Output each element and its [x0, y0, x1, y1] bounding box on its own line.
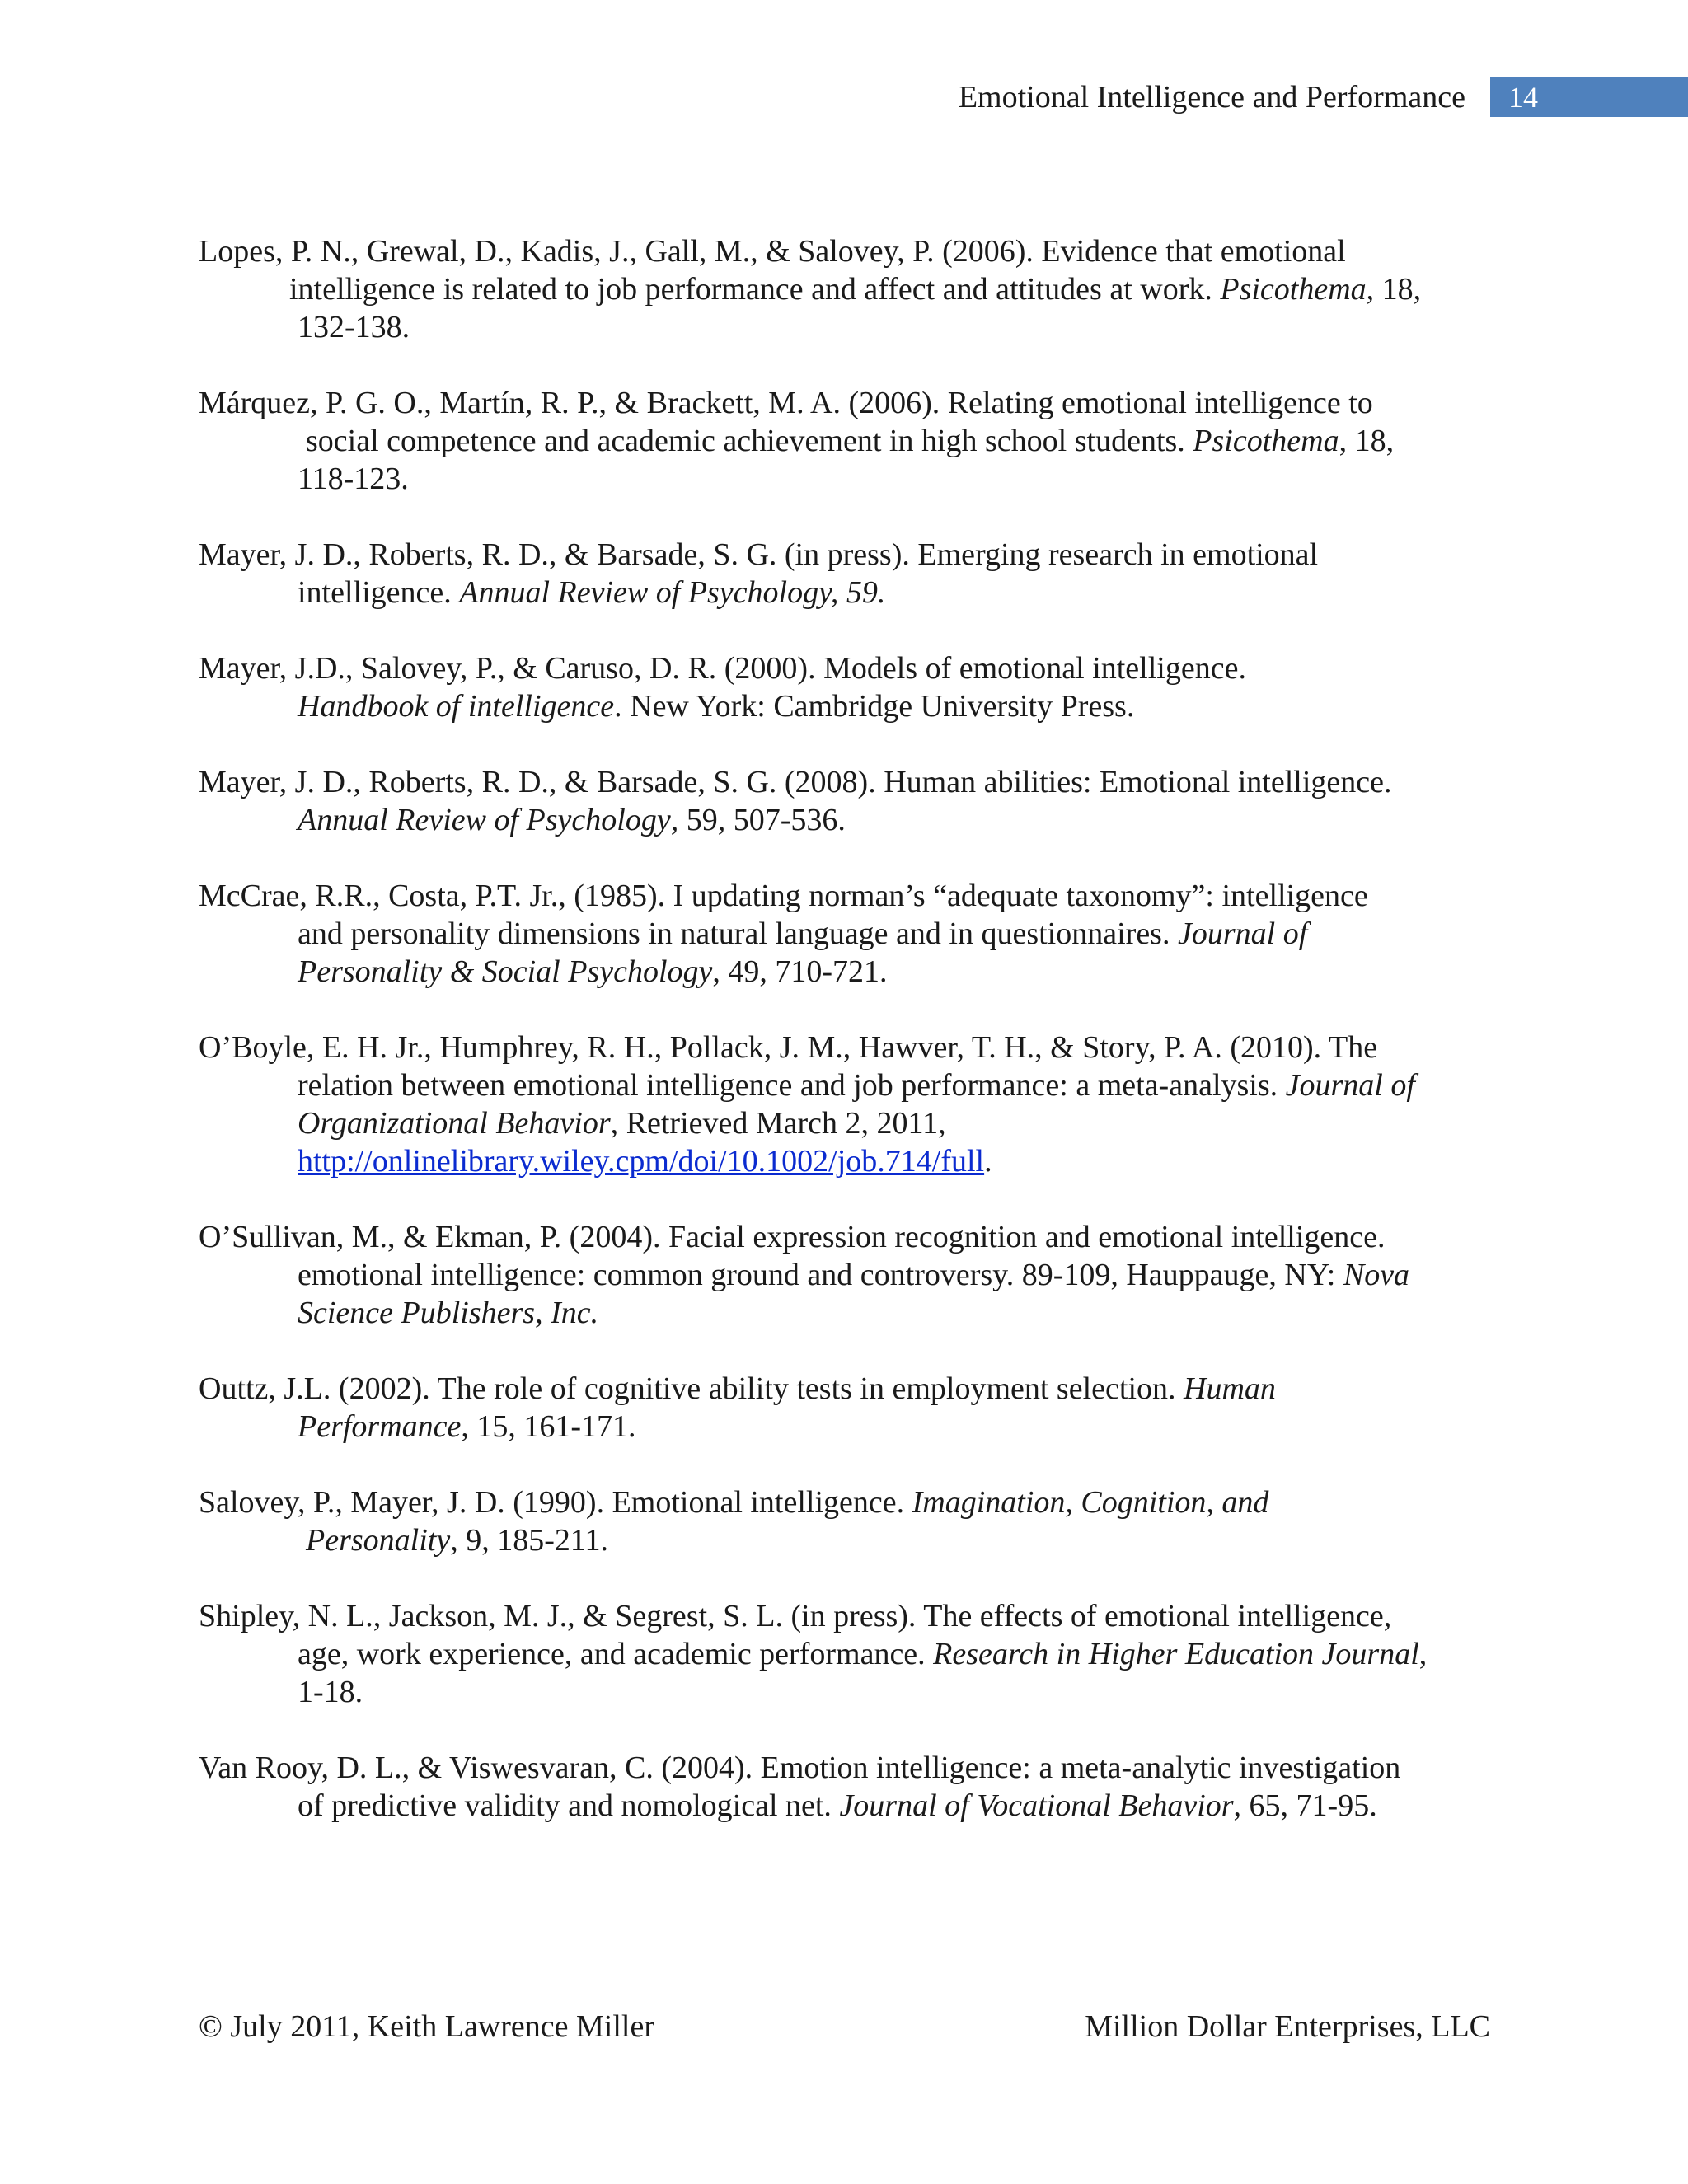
reference-text: , 49, 710-721.: [712, 954, 888, 989]
reference-line: [199, 1521, 1517, 1559]
reference-italic-text: Performance: [298, 1409, 462, 1444]
footer-company: Million Dollar Enterprises, LLC: [1085, 2009, 1490, 2044]
reference-text: ,: [1418, 1637, 1428, 1671]
reference-line: [199, 687, 1517, 725]
reference-line: [199, 1218, 1517, 1256]
reference-text: McCrae, R.R., Costa, P.T. Jr., (1985). I updating norman’s “adequate taxonomy”: intelligence: [199, 879, 1368, 913]
reference-text: 1-18.: [298, 1675, 363, 1709]
reference-text: , 65, 71-95.: [1233, 1788, 1377, 1823]
reference-text: .: [984, 1144, 992, 1179]
reference-line: [199, 232, 1517, 270]
reference-italic-text: Research in Higher Education Journal: [933, 1637, 1419, 1671]
reference-text: , 9, 185-211.: [450, 1523, 608, 1558]
reference-text: , 18,: [1366, 272, 1422, 307]
reference-text: , Retrieved March 2, 2011,: [610, 1106, 946, 1141]
reference-line: [199, 1597, 1517, 1635]
reference-line: [199, 801, 1517, 839]
reference-text: Outtz, J.L. (2002). The role of cognitive ability tests in employment selection.: [199, 1371, 1184, 1406]
reference-line: [199, 1749, 1517, 1787]
reference-text: . New York: Cambridge University Press.: [614, 689, 1135, 724]
reference-text: O’Sullivan, M., & Ekman, P. (2004). Facial expression recognition and emotional intelligence.: [199, 1220, 1386, 1254]
reference-text: 132-138.: [298, 310, 410, 344]
page-number-badge: [1490, 77, 1688, 117]
reference-text: Mayer, J. D., Roberts, R. D., & Barsade, S. G. (in press). Emerging research in emotional: [199, 537, 1319, 572]
reference-line: [199, 270, 1517, 308]
reference-text: Shipley, N. L., Jackson, M. J., & Segrest, S. L. (in press). The effects of emotional intelligence,: [199, 1599, 1392, 1633]
reference-italic-text: Annual Review of Psychology, 59.: [459, 575, 886, 610]
reference-italic-text: Journal of: [1177, 916, 1308, 951]
footer-copyright: © July 2011, Keith Lawrence Miller: [199, 2009, 654, 2044]
reference-text: 118-123.: [298, 462, 409, 496]
reference-text: intelligence is related to job performance and affect and attitudes at work.: [289, 272, 1221, 307]
reference-line: [199, 1294, 1517, 1332]
running-title: Emotional Intelligence and Performance: [958, 80, 1465, 115]
reference-italic-text: Journal of: [1285, 1068, 1415, 1103]
reference-line: [199, 422, 1517, 460]
reference-line: [199, 460, 1517, 498]
reference-entry: [199, 1218, 1517, 1332]
reference-entry: [199, 384, 1517, 498]
reference-entry: [199, 763, 1517, 839]
reference-line: [199, 384, 1517, 422]
reference-text: Lopes, P. N., Grewal, D., Kadis, J., Gall, M., & Salovey, P. (2006). Evidence that emotional: [199, 234, 1346, 269]
reference-italic-text: Personality & Social Psychology: [298, 954, 713, 989]
reference-text: , 59, 507-536.: [670, 803, 846, 837]
reference-text: , 15, 161-171.: [461, 1409, 636, 1444]
reference-line: [199, 1635, 1517, 1673]
reference-line: [199, 1029, 1517, 1066]
reference-text: , 18,: [1339, 424, 1395, 458]
reference-line: [199, 877, 1517, 915]
reference-text: of predictive validity and nomological net.: [298, 1788, 840, 1823]
reference-entry: [199, 1370, 1517, 1446]
reference-text: emotional intelligence: common ground and controversy. 89-109, Hauppauge, NY:: [298, 1258, 1343, 1292]
reference-line: [199, 1408, 1517, 1446]
reference-entry: [199, 877, 1517, 991]
reference-line: [199, 308, 1517, 346]
reference-line: [199, 649, 1517, 687]
reference-text: O’Boyle, E. H. Jr., Humphrey, R. H., Pollack, J. M., Hawver, T. H., & Story, P. A. (2010). The: [199, 1030, 1378, 1065]
reference-italic-text: Psicothema: [1193, 424, 1339, 458]
reference-line: [199, 1370, 1517, 1408]
reference-italic-text: Journal of Vocational Behavior: [839, 1788, 1234, 1823]
reference-italic-text: Nova: [1343, 1258, 1410, 1292]
reference-entry: [199, 1029, 1517, 1180]
running-header: [959, 77, 1688, 117]
reference-entry: [199, 1483, 1517, 1559]
page-number: 14: [1508, 81, 1538, 114]
reference-entry: [199, 1597, 1517, 1711]
reference-text: Mayer, J.D., Salovey, P., & Caruso, D. R. (2000). Models of emotional intelligence.: [199, 651, 1246, 686]
reference-text: relation between emotional intelligence and job performance: a meta-analysis.: [298, 1068, 1286, 1103]
page-footer: [199, 2007, 1490, 2046]
reference-text: age, work experience, and academic performance.: [298, 1637, 934, 1671]
reference-text: social competence and academic achievement in high school students.: [306, 424, 1193, 458]
reference-list: [199, 232, 1517, 1863]
reference-italic-text: Psicothema: [1220, 272, 1367, 307]
reference-text: intelligence.: [298, 575, 460, 610]
reference-line: [199, 536, 1517, 574]
reference-entry: [199, 232, 1517, 346]
reference-italic-text: Science Publishers, Inc.: [298, 1296, 599, 1330]
reference-text: Mayer, J. D., Roberts, R. D., & Barsade, S. G. (2008). Human abilities: Emotional intelligence.: [199, 765, 1392, 799]
reference-entry: [199, 536, 1517, 612]
reference-italic-text: Handbook of intelligence: [298, 689, 615, 724]
reference-entry: [199, 1749, 1517, 1825]
reference-line: [199, 574, 1517, 612]
reference-italic-text: Human: [1184, 1371, 1276, 1406]
reference-line: [199, 1142, 1517, 1180]
reference-text: Salovey, P., Mayer, J. D. (1990). Emotional intelligence.: [199, 1485, 912, 1520]
reference-text: Márquez, P. G. O., Martín, R. P., & Brackett, M. A. (2006). Relating emotional intelligence to: [199, 386, 1373, 420]
reference-line: [199, 1066, 1517, 1104]
reference-line: [199, 1787, 1517, 1825]
reference-text: Van Rooy, D. L., & Viswesvaran, C. (2004). Emotion intelligence: a meta-analytic investigation: [199, 1750, 1401, 1785]
reference-line: [199, 763, 1517, 801]
reference-line: [199, 953, 1517, 991]
reference-line: [199, 915, 1517, 953]
reference-line: [199, 1104, 1517, 1142]
reference-entry: [199, 649, 1517, 725]
reference-italic-text: Organizational Behavior: [298, 1106, 611, 1141]
reference-line: [199, 1256, 1517, 1294]
reference-line: [199, 1673, 1517, 1711]
reference-text: and personality dimensions in natural language and in questionnaires.: [298, 916, 1178, 951]
reference-italic-text: Personality: [306, 1523, 451, 1558]
reference-italic-text: Imagination, Cognition, and: [912, 1485, 1269, 1520]
reference-url-link[interactable]: http://onlinelibrary.wiley.cpm/doi/10.1002/job.714/full: [298, 1144, 985, 1179]
reference-italic-text: Annual Review of Psychology: [298, 803, 671, 837]
reference-line: [199, 1483, 1517, 1521]
